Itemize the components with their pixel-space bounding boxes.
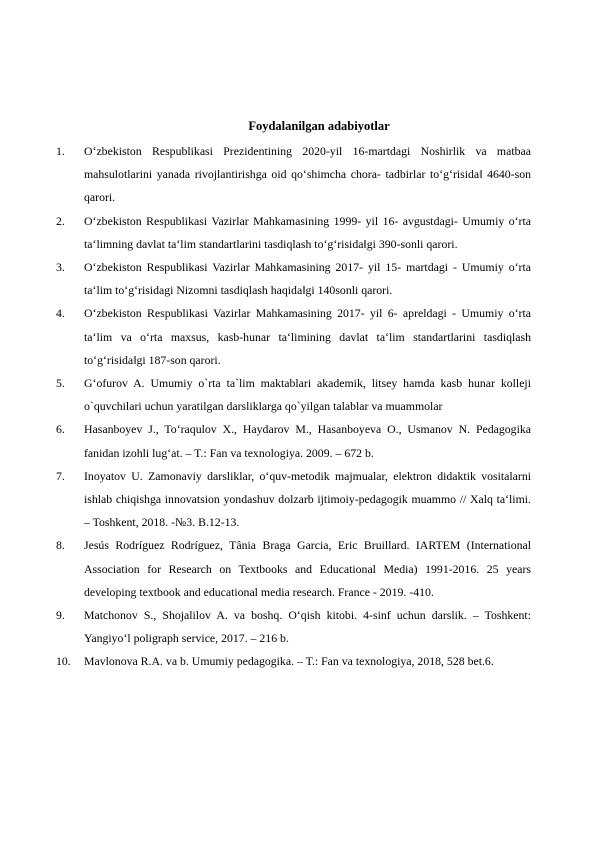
- reference-item: [56, 534, 531, 604]
- reference-number: 8.: [56, 538, 65, 553]
- reference-number: 6.: [56, 422, 65, 437]
- reference-text: Matchonov S., Shojalilov A. va boshq. O‘qish kitobi. 4-sinf uchun darslik. – Toshkent: Yangiyo‘l poligraph service, 2017. – 216 b.: [84, 608, 531, 646]
- reference-number: 4.: [56, 306, 65, 321]
- reference-item: [56, 302, 531, 372]
- reference-item: [56, 465, 531, 535]
- reference-number: 9.: [56, 608, 65, 623]
- reference-item: [56, 604, 531, 650]
- reference-number: 5.: [56, 376, 65, 391]
- reference-text: Jesús Rodríguez Rodríguez, Tânia Braga Garcia, Eric Bruillard. IARTEM (International Association for Research on Textbooks and Educational Media) 1991-2016. 25 years developing textbook and educational media research. France - 2019. -410.: [84, 538, 531, 599]
- references-heading: Foydalanilgan adabiyotlar: [248, 119, 390, 133]
- reference-text: O‘zbekiston Respublikasi Prezidentining 2020-yil 16-martdagi Noshirlik va matbaa mahsulotlarini yanada rivojlantirishga oid qo‘shimcha chora- tadbirlar to‘g‘risida‖ 4640-son qarori.: [84, 144, 531, 205]
- reference-number: 3.: [56, 260, 65, 275]
- reference-text: Hasanboyev J., To‘raqulov X., Haydarov M., Hasanboyeva O., Usmanov N. Pedagogika fanidan izohli lug‘at. – T.: Fan va texnologiya. 2009. – 672 b.: [84, 422, 531, 460]
- reference-number: 10.: [56, 654, 71, 669]
- reference-item: [56, 418, 531, 464]
- reference-item: [56, 650, 531, 673]
- reference-text: O‘zbekiston Respublikasi Vazirlar Mahkamasining 1999- yil 16- avgustdagi- Umumiy o‘rta ta‘limning davlat ta‘lim standartlarini tasdiqlash to‘g‘risida‖gi 390-sonli qarori.: [84, 213, 531, 251]
- reference-number: 7.: [56, 468, 65, 483]
- reference-number: 2.: [56, 213, 65, 228]
- reference-text: Mavlonova R.A. va b. Umumiy pedagogika. – T.: Fan va texnologiya, 2018, 528 bet.6.: [84, 654, 494, 669]
- reference-item: [56, 256, 531, 302]
- references-list: [56, 140, 531, 674]
- reference-number: 1.: [56, 144, 65, 158]
- reference-item: [56, 372, 531, 418]
- reference-item: [56, 140, 531, 210]
- reference-text: Inoyatov U. Zamonaviy darsliklar, o‘quv-metodik majmualar, elektron didaktik vositalarni ishlab chiqishga innovatsion yondashuv dolzarb ijtimoiy-pedagogik muammo // Xalq ta‘limi. – Toshkent, 2018. -№3. B.12-13.: [84, 468, 531, 530]
- reference-item: [56, 210, 531, 256]
- reference-text: G‘ofurov A. Umumiy o`rta ta`lim maktablari akademik, litsey hamda kasb hunar kolleji o`quvchilari uchun yaratilgan darsliklarga qo`yilgan talablar va muammolar: [84, 376, 531, 414]
- reference-text: O‘zbekiston Respublikasi Vazirlar Mahkamasining 2017- yil 15- martdagi - Umumiy o‘rta ta‘lim to‘g‘risidagi Nizomni tasdiqlash haqida‖gi 140sonli qarori.: [84, 260, 531, 298]
- reference-text: O‘zbekiston Respublikasi Vazirlar Mahkamasining 2017- yil 6- apreldagi - Umumiy o‘rta ta‘lim va o‘rta maxsus, kasb-hunar ta‘limining davlat ta‘lim standartlarini tasdiqlash to‘g‘risida‖gi 187-son qarori.: [84, 306, 531, 367]
